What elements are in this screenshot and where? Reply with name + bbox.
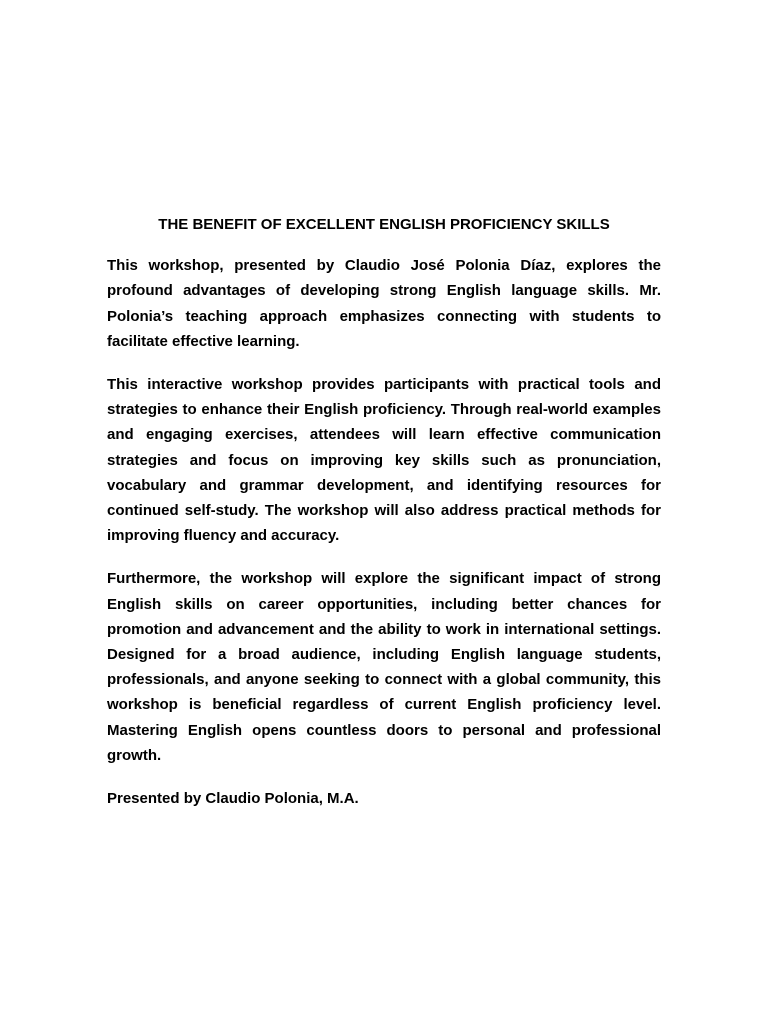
paragraph-intro: This workshop, presented by Claudio José Polonia Díaz, explores the profound advantages of developing strong English language skills. Mr. Polonia’s teaching approach emphasizes connecting with students to facilitate effective learning. (107, 257, 661, 350)
document-body (107, 212, 661, 811)
paragraph-career-impact: Furthermore, the workshop will explore the significant impact of strong English skills on career opportunities, including better chances for promotion and advancement and the ability to work in international settings. Designed for a broad audience, including English language students, professionals, and anyone seeking to connect with a global community, this workshop is beneficial regardless of current English proficiency level. Mastering English opens countless doors to personal and professional growth. (107, 570, 661, 764)
paragraph-workshop-details: This interactive workshop provides participants with practical tools and strategies to enhance their English proficiency. Through real-world examples and engaging exercises, attendees will learn effective communication strategies and focus on improving key skills such as pronunciation, vocabulary and grammar development, and identifying resources for continued self-study. The workshop will also address practical methods for improving fluency and accuracy. (107, 376, 661, 545)
presenter-signature-line: Presented by Claudio Polonia, M.A. (107, 790, 359, 808)
document-title: THE BENEFIT OF EXCELLENT ENGLISH PROFICIENCY SKILLS (158, 216, 610, 233)
